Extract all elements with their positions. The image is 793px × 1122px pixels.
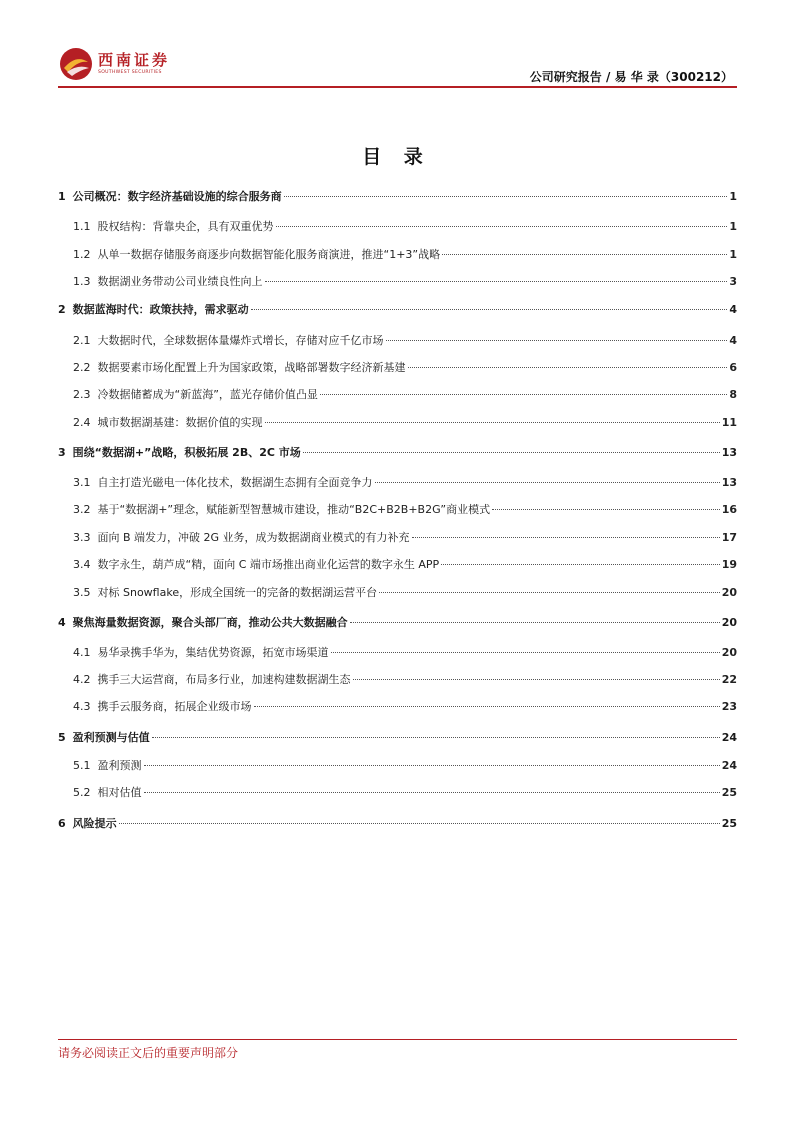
toc-entry-page: 8 (729, 388, 737, 401)
toc-entry-page: 13 (721, 476, 737, 489)
toc-entry-page: 1 (729, 248, 737, 261)
toc-dot-leader (353, 679, 720, 680)
toc-entry-number: 5.1 (73, 759, 91, 772)
toc-entry-number: 2.1 (73, 334, 91, 347)
toc-entry-title: 携手云服务商，拓展企业级市场 (97, 700, 252, 713)
toc-dot-leader (408, 367, 728, 368)
toc-entry-title: 围绕“数据湖+”战略，积极拓展 2B、2C 市场 (72, 446, 301, 459)
toc-entry-page: 17 (721, 531, 737, 544)
toc-entry-page: 22 (721, 673, 737, 686)
toc-entry[interactable] (58, 301, 737, 321)
toc-dot-leader (331, 652, 720, 653)
toc-entry-number: 3.2 (73, 503, 91, 516)
toc-entry-number: 2.2 (73, 361, 91, 374)
toc-entry-number: 5.2 (73, 786, 91, 799)
toc-dot-leader (265, 422, 720, 423)
toc-dot-leader (441, 564, 720, 565)
toc-dot-leader (254, 706, 720, 707)
toc-entry-page: 1 (729, 220, 737, 233)
toc-entry[interactable] (73, 644, 737, 664)
toc-entry-title: 股权结构：背靠央企，具有双重优势 (97, 220, 274, 233)
toc-entry-title: 对标 Snowflake，形成全国统一的完备的数据湖运营平台 (97, 586, 378, 599)
toc-entry-title: 基于“数据湖+”理念，赋能新型智慧城市建设，推动“B2C+B2B+B2G”商业模式 (97, 503, 491, 516)
toc-entry-number: 6 (58, 817, 66, 830)
toc-entry-title: 自主打造光磁电一体化技术，数据湖生态拥有全面竞争力 (97, 476, 373, 489)
toc-dot-leader (265, 281, 728, 282)
toc-dot-leader (320, 394, 727, 395)
toc-entry-page: 24 (721, 759, 737, 772)
toc-entry-title: 盈利预测与估值 (72, 731, 150, 744)
toc-entry-number: 1.2 (73, 248, 91, 261)
toc-entry-title: 携手三大运营商，布局多行业，加速构建数据湖生态 (97, 673, 351, 686)
toc-entry-page: 4 (729, 303, 737, 316)
toc-entry-title: 数据湖业务带动公司业绩良性向上 (97, 275, 263, 288)
toc-entry[interactable] (58, 815, 737, 835)
toc-entry-number: 1.1 (73, 220, 91, 233)
toc-dot-leader (276, 226, 728, 227)
toc-entry-title: 冷数据储蓄成为“新蓝海”，蓝光存储价值凸显 (97, 388, 318, 401)
toc-entry-number: 3.4 (73, 558, 91, 571)
toc-entry[interactable] (73, 698, 737, 718)
toc-entry-number: 3 (58, 446, 66, 459)
toc-entry-title: 大数据时代，全球数据体量爆炸式增长，存储对应千亿市场 (97, 334, 384, 347)
toc-entry-title: 面向 B 端发力，冲破 2G 业务，成为数据湖商业模式的有力补充 (97, 531, 410, 544)
toc-entry[interactable] (58, 188, 737, 208)
toc-entry-title: 盈利预测 (97, 759, 142, 772)
toc-entry-title: 数字永生，葫芦成“精，面向 C 端市场推出商业化运营的数字永生 APP (97, 558, 440, 571)
toc-entry-number: 1.3 (73, 275, 91, 288)
toc-entry-title: 从单一数据存储服务商逐步向数据智能化服务商演进，推进“1+3”战略 (97, 248, 441, 261)
toc-dot-leader (251, 309, 728, 310)
toc-entry-page: 20 (721, 586, 737, 599)
toc-entry-title: 城市数据湖基建：数据价值的实现 (97, 416, 263, 429)
logo-subtitle: SOUTHWEST SECURITIES (98, 70, 162, 75)
toc-entry-title: 易华录携手华为，集结优势资源，拓宽市场渠道 (97, 646, 329, 659)
toc-entry-page: 4 (729, 334, 737, 347)
toc-entry-number: 5 (58, 731, 66, 744)
toc-entry-page: 20 (721, 616, 737, 629)
toc-entry-title: 聚焦海量数据资源，聚合头部厂商，推动公共大数据融合 (72, 616, 348, 629)
footer-divider (58, 1039, 737, 1040)
toc-dot-leader (492, 509, 720, 510)
toc-entry-number: 2.4 (73, 416, 91, 429)
toc-dot-leader (412, 537, 720, 538)
toc-entry-page: 23 (721, 700, 737, 713)
toc-entry-page: 20 (721, 646, 737, 659)
toc-entry[interactable] (73, 671, 737, 691)
toc-entry-number: 3.5 (73, 586, 91, 599)
toc-entry-title: 公司概况：数字经济基础设施的综合服务商 (72, 190, 282, 203)
toc-dot-leader (442, 254, 727, 255)
toc-entry[interactable] (58, 729, 737, 749)
footer-notice: 请务必阅读正文后的重要声明部分 (58, 1046, 239, 1060)
toc-entry-page: 25 (721, 817, 737, 830)
toc-entry[interactable] (73, 246, 737, 266)
toc-entry[interactable] (73, 556, 737, 576)
toc-entry-number: 2.3 (73, 388, 91, 401)
toc-dot-leader (350, 622, 720, 623)
toc-entry-title: 风险提示 (72, 817, 117, 830)
toc-dot-leader (144, 792, 720, 793)
toc-entry-page: 11 (721, 416, 737, 429)
toc-entry-page: 1 (729, 190, 737, 203)
toc-entry[interactable] (73, 529, 737, 549)
toc-entry[interactable] (73, 584, 737, 604)
toc-entry-title: 数据蓝海时代：政策扶持，需求驱动 (72, 303, 249, 316)
toc-dot-leader (386, 340, 728, 341)
toc-dot-leader (152, 737, 720, 738)
toc-entry[interactable] (73, 359, 737, 379)
toc-entry-page: 19 (721, 558, 737, 571)
toc-dot-leader (379, 592, 720, 593)
toc-entry-number: 2 (58, 303, 66, 316)
toc-entry-number: 4.2 (73, 673, 91, 686)
report-label: 公司研究报告 / 易 华 录（300212） (529, 70, 733, 84)
toc-entry[interactable] (58, 444, 737, 464)
toc-entry[interactable] (73, 273, 737, 293)
toc-dot-leader (119, 823, 720, 824)
toc-entry-page: 24 (721, 731, 737, 744)
toc-entry-title: 数据要素市场化配置上升为国家政策，战略部署数字经济新基建 (97, 361, 406, 374)
header-divider (58, 86, 737, 88)
toc-title: 目 录 (362, 146, 431, 168)
toc-entry-page: 3 (729, 275, 737, 288)
logo-name: 西南证券 (98, 51, 171, 69)
toc-entry[interactable] (73, 757, 737, 777)
toc-entry[interactable] (73, 501, 737, 521)
toc-entry-number: 4 (58, 616, 66, 629)
toc-entry-page: 16 (721, 503, 737, 516)
toc-entry[interactable] (73, 332, 737, 352)
toc-entry-number: 4.1 (73, 646, 91, 659)
toc-entry-page: 25 (721, 786, 737, 799)
toc-dot-leader (284, 196, 728, 197)
toc-entry-number: 3.1 (73, 476, 91, 489)
toc-entry[interactable] (73, 386, 737, 406)
toc-dot-leader (144, 765, 720, 766)
southwest-securities-logo-icon (58, 46, 94, 82)
toc-entry[interactable] (73, 414, 737, 434)
toc-dot-leader (375, 482, 720, 483)
toc-entry-page: 6 (729, 361, 737, 374)
toc-entry-number: 4.3 (73, 700, 91, 713)
toc-entry-title: 相对估值 (97, 786, 142, 799)
toc-entry[interactable] (58, 614, 737, 634)
toc-dot-leader (303, 452, 720, 453)
toc-entry-number: 3.3 (73, 531, 91, 544)
toc-entry[interactable] (73, 218, 737, 238)
toc-entry[interactable] (73, 474, 737, 494)
toc-entry[interactable] (73, 784, 737, 804)
toc-entry-page: 13 (721, 446, 737, 459)
toc-entry-number: 1 (58, 190, 66, 203)
